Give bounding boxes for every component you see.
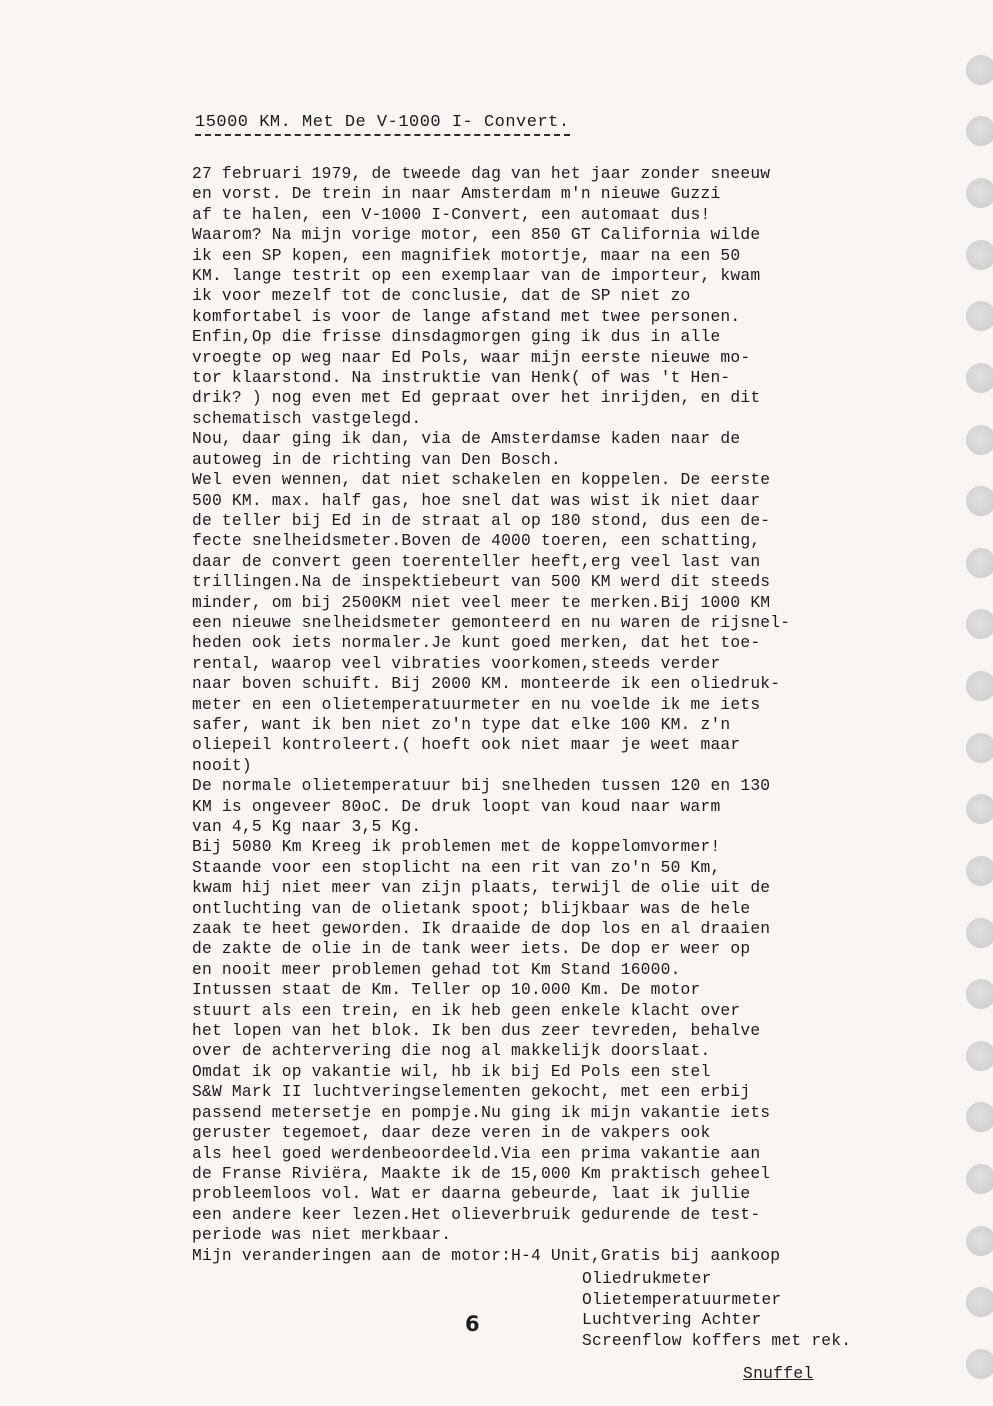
binder-hole-icon	[966, 671, 993, 701]
body-line: af te halen, een V-1000 I-Convert, een automaat dus!	[192, 204, 711, 224]
body-line: autoweg in de richting van Den Bosch.	[192, 449, 561, 469]
body-line: een andere keer lezen.Het olieverbruik gedurende de test-	[192, 1204, 761, 1224]
body-line: oliepeil kontroleert.( hoeft ook niet maar je weet maar	[192, 735, 741, 755]
body-line: en vorst. De trein in naar Amsterdam m'n nieuwe Guzzi	[192, 184, 721, 204]
binder-hole-icon	[966, 55, 993, 85]
body-line: zaak te heet geworden. Ik draaide de dop los en al draaien	[192, 919, 771, 939]
binder-hole-icon	[966, 486, 993, 516]
body-line: van 4,5 Kg naar 3,5 Kg.	[192, 817, 422, 836]
page-number: 6	[465, 1312, 480, 1336]
article-body	[192, 164, 932, 1266]
body-line: het lopen van het blok. Ik ben dus zeer tevreden, behalve	[192, 1021, 761, 1041]
binder-hole-icon	[966, 979, 993, 1009]
binder-hole-icon	[966, 1164, 993, 1194]
binder-hole-icon	[966, 1041, 993, 1071]
body-line: periode was niet merkbaar.	[192, 1225, 452, 1245]
body-line: Omdat ik op vakantie wil, hb ik bij Ed Pols een stel	[192, 1061, 711, 1081]
body-line: Staande voor een stoplicht na een rit van zo'n 50 Km,	[192, 857, 721, 877]
body-line: ik een SP kopen, een magnifiek motortje, maar na een 50	[192, 245, 741, 265]
binder-hole-icon	[966, 918, 993, 948]
binder-hole-icon	[966, 733, 993, 763]
body-line: De normale olietemperatuur bij snelheden tussen 120 en 130	[192, 776, 771, 796]
body-line: naar boven schuift. Bij 2000 KM. monteerde ik een oliedruk-	[192, 674, 781, 694]
binder-holes	[954, 0, 993, 1406]
body-line: trillingen.Na de inspektiebeurt van 500 KM werd dit steeds	[192, 572, 771, 592]
body-line: heden ook iets normaler.Je kunt goed merken, dat het toe-	[192, 633, 761, 653]
binder-hole-icon	[966, 856, 993, 886]
binder-hole-icon	[966, 178, 993, 208]
modification-item: Luchtvering Achter	[582, 1310, 762, 1329]
binder-hole-icon	[966, 425, 993, 455]
body-line: drik? ) nog even met Ed gepraat over het inrijden, en dit	[192, 388, 761, 408]
body-line: Wel even wennen, dat niet schakelen en koppelen. De eerste	[192, 470, 771, 490]
modification-item: Olietemperatuurmeter	[582, 1289, 782, 1309]
body-line: Mijn veranderingen aan de motor:H-4 Unit,Gratis bij aankoop	[192, 1245, 781, 1265]
binder-hole-icon	[966, 1226, 993, 1256]
body-line: tor klaarstond. Na instruktie van Henk( of was 't Hen-	[192, 368, 731, 388]
body-line: stuurt als een trein, en ik heb geen enkele klacht over	[192, 1000, 741, 1020]
body-line: KM. lange testrit op een exemplaar van de importeur, kwam	[192, 266, 761, 286]
body-line: de zakte de olie in de tank weer iets. De dop er weer op	[192, 939, 751, 959]
body-line: 27 februari 1979, de tweede dag van het jaar zonder sneeuw	[192, 164, 771, 183]
body-line: Bij 5080 Km Kreeg ik problemen met de koppelomvormer!	[192, 837, 721, 857]
body-line: daar de convert geen toerenteller heeft,erg veel last van	[192, 551, 761, 571]
binder-hole-icon	[966, 363, 993, 393]
binder-hole-icon	[966, 548, 993, 578]
body-line: Nou, daar ging ik dan, via de Amsterdamse kaden naar de	[192, 429, 741, 449]
modifications-list	[582, 1269, 851, 1351]
body-line: Enfin,Op die frisse dinsdagmorgen ging ik dus in alle	[192, 327, 721, 347]
body-line: rental, waarop veel vibraties voorkomen,steeds verder	[192, 653, 721, 673]
body-line: fecte snelheidsmeter.Boven de 4000 toeren, een schatting,	[192, 531, 761, 551]
article-title: 15000 KM. Met De V-1000 I- Convert.	[195, 113, 570, 136]
binder-hole-icon	[966, 1102, 993, 1132]
body-line: de Franse Riviëra, Maakte ik de 15,000 Km praktisch geheel	[192, 1163, 771, 1183]
binder-hole-icon	[966, 609, 993, 639]
body-line: de teller bij Ed in de straat al op 180 stond, dus een de-	[192, 510, 771, 530]
body-line: ontluchting van de olietank spoot; blijkbaar was de hele	[192, 898, 751, 918]
body-line: Waarom? Na mijn vorige motor, een 850 GT California wilde	[192, 225, 761, 245]
body-line: S&W Mark II luchtveringselementen gekocht, met een erbij	[192, 1082, 751, 1102]
body-line: passend metersetje en pompje.Nu ging ik mijn vakantie iets	[192, 1102, 771, 1122]
body-line: komfortabel is voor de lange afstand met twee personen.	[192, 306, 741, 326]
body-line: 500 KM. max. half gas, hoe snel dat was wist ik niet daar	[192, 490, 761, 510]
body-line: een nieuwe snelheidsmeter gemonteerd en nu waren de rijsnel-	[192, 612, 791, 632]
binder-hole-icon	[966, 240, 993, 270]
binder-hole-icon	[966, 794, 993, 824]
body-line: meter en een olietemperatuurmeter en nu voelde ik me iets	[192, 694, 761, 714]
modification-item: Screenflow koffers met rek.	[582, 1330, 852, 1350]
body-line: minder, om bij 2500KM niet veel meer te merken.Bij 1000 KM	[192, 592, 771, 612]
body-line: geruster tegemoet, daar deze veren in de vakpers ook	[192, 1123, 711, 1143]
binder-hole-icon	[966, 301, 993, 331]
body-line: KM is ongeveer 80oC. De druk loopt van koud naar warm	[192, 796, 721, 816]
body-line: en nooit meer problemen gehad tot Km Stand 16000.	[192, 959, 681, 979]
body-line: ik voor mezelf tot de conclusie, dat de SP niet zo	[192, 286, 691, 306]
author-signature: Snuffel	[743, 1364, 814, 1383]
body-line: vroegte op weg naar Ed Pols, waar mijn eerste nieuwe mo-	[192, 347, 751, 367]
body-line: schematisch vastgelegd.	[192, 408, 422, 428]
body-line: over de achtervering die nog al makkelijk doorslaat.	[192, 1041, 711, 1061]
body-line: als heel goed werdenbeoordeeld.Via een prima vakantie aan	[192, 1143, 761, 1163]
body-line: safer, want ik ben niet zo'n type dat elke 100 KM. z'n	[192, 714, 731, 734]
binder-hole-icon	[966, 116, 993, 146]
body-line: Intussen staat de Km. Teller op 10.000 Km. De motor	[192, 980, 701, 1000]
body-line: kwam hij niet meer van zijn plaats, terwijl de olie uit de	[192, 878, 771, 898]
body-line: nooit)	[192, 755, 252, 775]
binder-hole-icon	[966, 1349, 993, 1379]
binder-hole-icon	[966, 1287, 993, 1317]
modification-item: Oliedrukmeter	[582, 1269, 712, 1288]
body-line: probleemloos vol. Wat er daarna gebeurde, laat ik jullie	[192, 1184, 751, 1204]
